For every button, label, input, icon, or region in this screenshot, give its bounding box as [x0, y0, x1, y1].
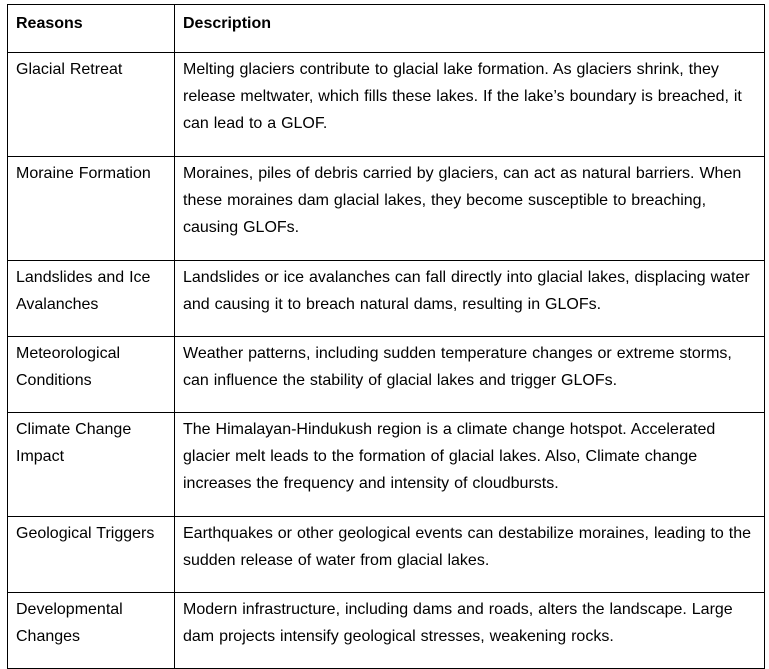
- table-row: [8, 53, 765, 157]
- description-cell: Weather patterns, including sudden temperature changes or extreme storms, can influence the stability of glacial lakes and trigger GLOFs.: [175, 337, 765, 413]
- table-row: [8, 517, 765, 593]
- description-cell: Modern infrastructure, including dams and roads, alters the landscape. Large dam projects intensify geological stresses, weakening rocks.: [175, 593, 765, 669]
- reason-cell: Moraine Formation: [8, 157, 175, 261]
- table-row: [8, 261, 765, 337]
- description-cell: Melting glaciers contribute to glacial lake formation. As glaciers shrink, they release meltwater, which fills these lakes. If the lake’s boundary is breached, it can lead to a GLOF.: [175, 53, 765, 157]
- reason-cell: Glacial Retreat: [8, 53, 175, 157]
- table-row: [8, 337, 765, 413]
- reasons-table: [7, 4, 765, 669]
- reason-cell: Developmental Changes: [8, 593, 175, 669]
- description-cell: Earthquakes or other geological events can destabilize moraines, leading to the sudden release of water from glacial lakes.: [175, 517, 765, 593]
- reason-cell: Climate Change Impact: [8, 413, 175, 517]
- table-row: [8, 593, 765, 669]
- description-cell: Landslides or ice avalanches can fall directly into glacial lakes, displacing water and causing it to breach natural dams, resulting in GLOFs.: [175, 261, 765, 337]
- header-reasons: Reasons: [8, 5, 175, 53]
- reason-cell: Landslides and Ice Avalanches: [8, 261, 175, 337]
- table-header-row: [8, 5, 765, 53]
- reason-cell: Meteorological Conditions: [8, 337, 175, 413]
- header-description: Description: [175, 5, 765, 53]
- description-cell: The Himalayan-Hindukush region is a climate change hotspot. Accelerated glacier melt leads to the formation of glacial lakes. Also, Climate change increases the frequency and intensity of cloudbursts.: [175, 413, 765, 517]
- table-row: [8, 413, 765, 517]
- description-cell: Moraines, piles of debris carried by glaciers, can act as natural barriers. When these moraines dam glacial lakes, they become susceptible to breaching, causing GLOFs.: [175, 157, 765, 261]
- table-row: [8, 157, 765, 261]
- reason-cell: Geological Triggers: [8, 517, 175, 593]
